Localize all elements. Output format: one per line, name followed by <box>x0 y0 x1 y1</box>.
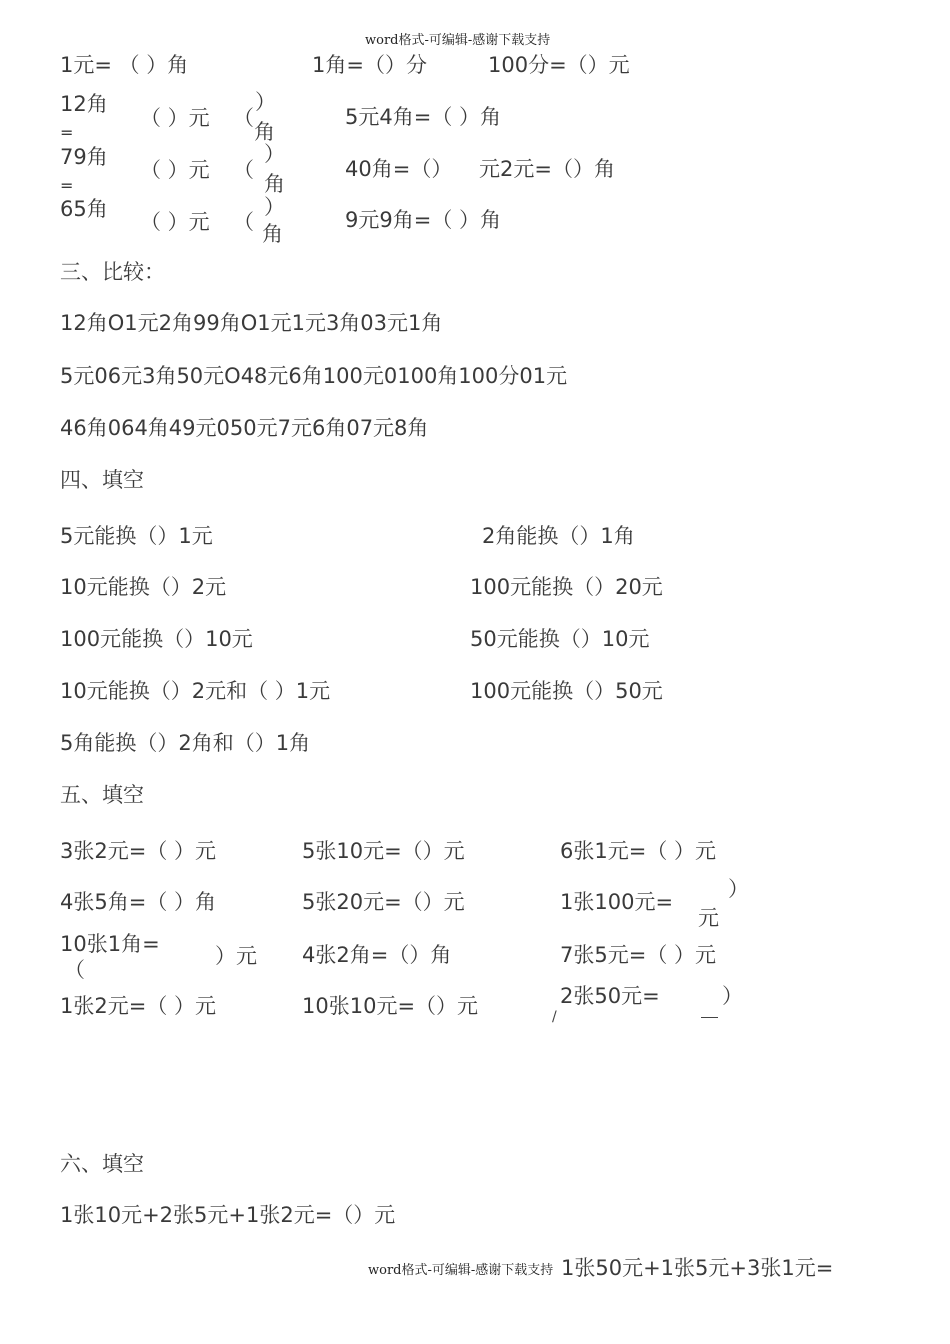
paren-open: （ <box>233 106 254 130</box>
exercise-79jiao: 79角 <box>60 145 108 169</box>
exercise-100fen-yuan: 100分=（）元 <box>488 53 630 77</box>
paren-open: （ <box>233 158 254 182</box>
yuan-blank: （ ）元 <box>140 106 210 130</box>
jiao-unit: 角 <box>264 172 285 196</box>
fill5-c3-1: 6张1元=（ ）元 <box>560 839 716 863</box>
exercise-1yuan-jiao: 1元= （ ）角 <box>60 53 189 77</box>
answer-underline <box>701 1017 718 1018</box>
fill4-left-4: 10元能换（）2元和（ ）1元 <box>60 679 331 703</box>
section-title-fill-5: 五、填空 <box>60 783 144 807</box>
fill5-c1-2: 4张5角=（ ）角 <box>60 890 216 914</box>
paren-close: ） <box>264 195 285 219</box>
exercise-2yuan-jiao: 元2元=（）角 <box>479 157 615 181</box>
fill6-line-2: 1张50元+1张5元+3张1元= <box>561 1256 834 1280</box>
jiao-unit: 角 <box>262 222 283 246</box>
fill5-c2-4: 10张10元=（）元 <box>302 994 479 1018</box>
fill4-right-3: 50元能换（）10元 <box>470 627 650 651</box>
equals-sign: = <box>60 176 74 195</box>
fill5-c1-4: 1张2元=（ ）元 <box>60 994 216 1018</box>
clipped-jiao <box>262 222 292 246</box>
fill5-c2-2: 5张20元=（）元 <box>302 890 465 914</box>
fill5-c3-2: 1张100元= <box>560 890 674 914</box>
fill4-left-5: 5角能换（）2角和（）1角 <box>60 731 311 755</box>
section-title-fill-4: 四、填空 <box>60 468 144 492</box>
exercise-40jiao: 40角=（） <box>345 157 453 181</box>
yuan-unit: 元 <box>698 906 719 930</box>
page-header: word格式-可编辑-感谢下载支持 <box>365 33 551 48</box>
fill5-c1-1: 3张2元=（ ）元 <box>60 839 216 863</box>
yuan-blank: ）元 <box>215 944 257 968</box>
exercise-12jiao: 12角 <box>60 92 108 116</box>
exercise-1jiao-fen: 1角=（）分 <box>312 53 427 77</box>
fill5-c2-3: 4张2角=（）角 <box>302 943 452 967</box>
exercise-5yuan4jiao: 5元4角=（ ）角 <box>345 105 501 129</box>
paren-close: ） <box>255 90 276 114</box>
section-title-compare: 三、比较： <box>60 260 165 284</box>
fill5-c1-3: 10张1角= <box>60 932 160 956</box>
page-footer-header: word格式-可编辑-感谢下载支持 <box>368 1263 554 1278</box>
jiao-unit: 角 <box>254 120 275 144</box>
yuan-blank: （ ）元 <box>140 210 210 234</box>
compare-line-1: 12角O1元2角99角O1元1元3角03元1角 <box>60 311 443 335</box>
exercise-65jiao: 65角 <box>60 197 108 221</box>
fill4-right-1: 2角能换（）1角 <box>482 524 635 548</box>
section-title-fill-6: 六、填空 <box>60 1152 144 1176</box>
fill4-right-4: 100元能换（）50元 <box>470 679 663 703</box>
fill6-line-1: 1张10元+2张5元+1张2元=（）元 <box>60 1203 396 1227</box>
fill5-c3-3: 7张5元=（ ）元 <box>560 943 716 967</box>
fill5-c3-4: 2张50元= <box>560 984 660 1008</box>
fill4-left-1: 5元能换（）1元 <box>60 524 213 548</box>
paren-close: ） <box>722 984 743 1008</box>
fill4-left-3: 100元能换（）10元 <box>60 627 253 651</box>
exercise-9yuan9jiao: 9元9角=（ ）角 <box>345 208 501 232</box>
compare-line-2: 5元06元3角50元O48元6角100元0100角100分01元 <box>60 364 568 388</box>
paren-close: ） <box>264 142 285 166</box>
yuan-blank: （ ）元 <box>140 158 210 182</box>
compare-line-3: 46角064角49元050元7元6角07元8角 <box>60 416 429 440</box>
paren-open: （ <box>64 958 85 982</box>
fill4-right-2: 100元能换（）20元 <box>470 575 663 599</box>
fill5-c2-1: 5张10元=（）元 <box>302 839 465 863</box>
stray-mark: / <box>552 1009 557 1025</box>
paren-close: ） <box>728 877 749 901</box>
fill4-left-2: 10元能换（）2元 <box>60 575 227 599</box>
equals-sign: = <box>60 123 74 142</box>
paren-open: （ <box>233 210 254 234</box>
